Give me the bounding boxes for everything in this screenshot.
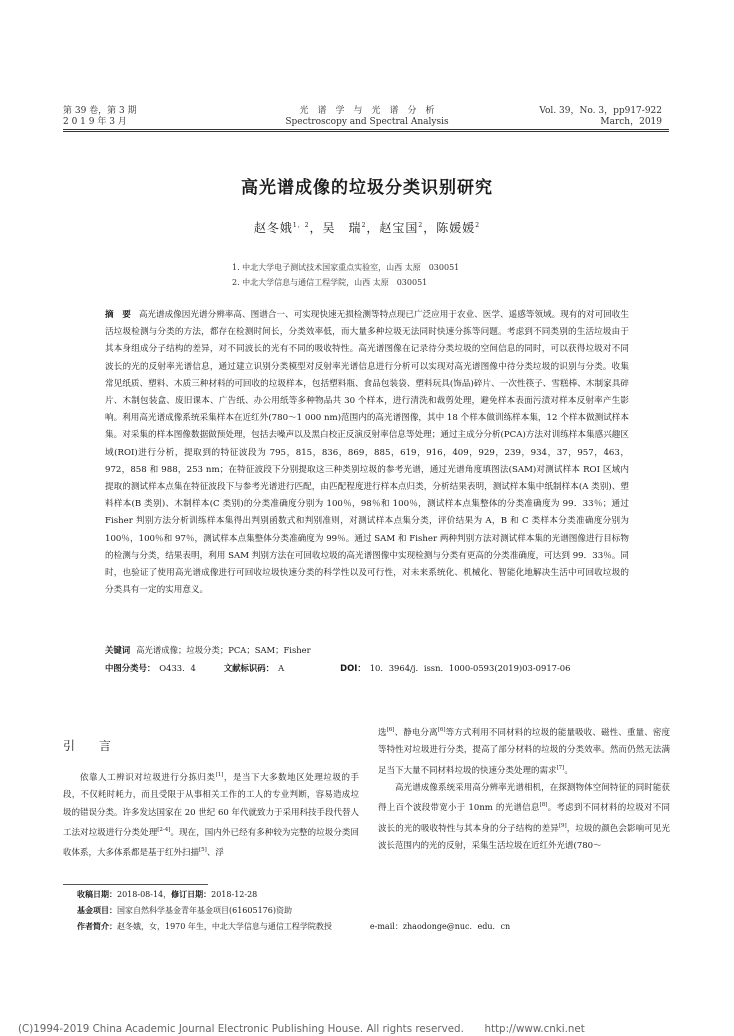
header-rule-top (63, 129, 669, 130)
author-name: 赵冬娥 (253, 221, 293, 235)
author-affiliation-mark: 2 (418, 222, 424, 229)
paper-title: 高光谱成像的垃圾分类识别研究 (241, 178, 493, 198)
keywords (105, 642, 629, 659)
citation: [2-4] (157, 827, 171, 834)
doc-code-value: A (278, 663, 285, 673)
footnote-fund (77, 903, 292, 919)
classification-line (105, 660, 629, 677)
doi-value: 10．3964/j．issn．1000-0593(2019)03-0917-06 (369, 663, 571, 673)
header-rule-bottom (63, 131, 669, 132)
header-journal-cn: 光 谱 学 与 光 谱 分 析 (299, 106, 435, 116)
author-name: 陈媛媛 (436, 221, 476, 235)
header-month: March，2019 (600, 117, 662, 127)
text-run: 。现在，国内外已经有多种较为完整的垃圾分类回收体系，大多体系都是基于红外扫描 (63, 827, 359, 859)
author-list: 赵冬娥$^{1,2}$，吴 瑞$^2$，赵宝国$^2$，陈媛媛$^2$ (253, 221, 481, 235)
affiliation-1: 1. 中北大学电子测试技术国家重点实验室，山西 太原 030051 (232, 263, 460, 272)
header-vol-pages: Vol. 39，No. 3，pp917-922 (539, 106, 662, 116)
clc-label: 中图分类号： (105, 663, 156, 673)
keywords-label: 关键词 (105, 645, 131, 655)
author-name: 吴 瑞 (322, 221, 362, 235)
received-label: 收稿日期： (77, 890, 117, 899)
author-email: e-mail：zhaodonge@nuc．edu．cn (369, 922, 511, 931)
revised-label: 修订日期： (171, 890, 212, 899)
intro-paragraph-1 (63, 767, 359, 863)
intro-paragraph-2 (378, 780, 670, 855)
citation: [1] (215, 772, 224, 778)
citation: [7] (556, 764, 565, 771)
author-affiliation-mark: 2 (475, 222, 481, 229)
doi-label: DOI： (340, 663, 366, 673)
text-run: ，垃圾的颜色会影响可见光波长范围内的光的反射，采集生活垃圾在近红外光谱(780～ (378, 823, 670, 851)
text-run: ，是当下大多数地区处理垃圾的手段，不仅耗时耗力，而且受限于从事相关工作的工人的专业判断，容易造成垃圾的错误分类。许多发达国家在 20 世纪 60 年代就致力于采用科技手段代替人工法对垃圾进行分类处理 (63, 772, 359, 838)
text-run: 高光谱成像系统采用高分辨率光谱相机，在探测物体空间特征的同时能获得上百个波段带宽小于 10nm 的光谱信息 (378, 782, 670, 814)
right-column (378, 722, 670, 855)
author-bio-label: 作者简介： (77, 922, 117, 931)
citation: [6] (386, 727, 395, 733)
footnote-rule (63, 884, 208, 885)
author-affiliation-mark: 2 (361, 222, 367, 229)
header-pages-block (539, 106, 662, 128)
text-run: 。 (564, 765, 573, 776)
left-column (63, 767, 359, 863)
abstract (105, 307, 629, 599)
clc-value: O433．4 (159, 663, 196, 673)
citation: [9] (558, 822, 567, 829)
keywords-text: 高光谱成像；垃圾分类；PCA；SAM；Fisher (136, 645, 311, 655)
intro-paragraph-1-continued (378, 722, 670, 780)
affiliation-2: 2. 中北大学信息与通信工程学院，山西 太原 030051 (232, 278, 428, 287)
text-run: 、浮 (206, 848, 224, 859)
footnote-dates (77, 887, 257, 903)
citation: [8] (539, 802, 548, 809)
header-date: 2 0 1 9 年 3 月 (63, 117, 127, 127)
text-run: 依靠人工辨识对垃圾进行分拣归类 (80, 772, 216, 783)
header-journal-en: Spectroscopy and Spectral Analysis (285, 117, 449, 127)
section-heading-introduction: 引 言 (63, 739, 118, 753)
text-run: 等方式利用不同材料的垃圾的能量吸收、磁性、重量、密度等特性对垃圾进行分类，提高了部分材料的垃圾的分类效率。然而仍然无法满足当下大量不同材料垃圾的快速分类处理的需求 (378, 727, 670, 776)
author-name: 赵宝国 (379, 221, 419, 235)
header-volume: 第 39 卷，第 3 期 (63, 106, 137, 116)
author-affiliation-mark: 1，2 (292, 222, 310, 229)
citation: [6] (437, 727, 446, 733)
footnote-author (77, 919, 510, 935)
fund-text: 国家自然科学基金青年基金项目(61605176)资助 (117, 906, 292, 915)
doc-code-label: 文献标识码： (223, 663, 275, 673)
abstract-label: 摘 要 (105, 310, 131, 320)
text-run: 。考虑到不同材料的垃圾对不同波长的光的吸收特性与其本身的分子结构的差异 (378, 803, 670, 834)
citation: [5] (199, 847, 207, 854)
abstract-text: 高光谱成像因光谱分辨率高、图谱合一、可实现快速无损检测等特点现已广泛应用于农业、医学、遥感等领域。现有的对可回收生活垃圾检测与分类的方法，都存在检测时间长，分类效率低，而大量多种垃圾无法同时快速分拣等问题。考虑到不同类别的生活垃圾由于其本身组成分子结构的差异，对不同波长的光有不同的吸收特性。高光谱图像在记录待分类垃圾的空间信息的同时，可以获得垃圾对不同波长的光的反射率光谱信息，通过建立识别分类模型对反射率光谱信息进行分析可以实现对高光谱图像中待分类垃圾的识别与分类。收集常见纸质、塑料、木质三种材料的可回收的垃圾样本，包括塑料瓶、食品包装袋、塑料玩具(饰品)碎片、一次性筷子、雪糕棒、木制家具碎片、木制包装盒、废旧课本、广告纸、办公用纸等多种物品共 30 个样本，进行清洗和裁剪处理，避免样本表面污渍对样本反射率产生影响。利用高光谱成像系统采集样本在近红外(780～1 000 nm)范围内的高光谱图像，其中 18 个样本做训练样本集，12 个样本做测试样本集。对采集的样本图像数据做预处理，包括去噪声以及黑白校正反演反射率信息等处理；通过主成分分析(PCA)方法对训练样本集感兴趣区域(ROI)进行分析，提取到的特征波段为 795，815，836，869，885，619，916，409，929，239，934，37，957，463，972，858 和 988，253 nm；在特征波段下分别提取这三种类别垃圾的参考光谱，通过光谱角度填图法(SAM)对测试样本 ROI 区域内提取的测试样本点集在特征波段下与参考光谱进行匹配，由匹配程度进行样本点归类，分析结果表明，测试样本集中纸制样本(A 类别)、塑料样本(B 类别)、木制样本(C 类别)的分类准确度分别为 100％，98％和 100％，测试样本点集整体的分类准确度为 99．33％；通过 Fisher 判别方法分析训练样本集得出判别函数式和判别准则，对测试样本点集分类，评价结果为 A，B 和 C 类样本分类准确度分别为 100％，100％和 97％，测试样本点集整体分类准确度为 99％。通过 SAM 和 Fisher 两种判别方法对测试样本集的光谱图像进行目标物的检测与分类，结果表明，利用 SAM 判别方法在可回收垃圾的高光谱图像中实现检测与分类有更高的分类准确度，可达到 99．33％。同时，也验证了使用高光谱成像进行可回收垃圾快速分类的科学性以及可行性，对未来系统化、机械化、智能化地解决生活中可回收垃圾的分类具有一定的实用意义。 (105, 310, 629, 596)
copyright-notice: (C)1994-2019 China Academic Journal Electronic Publishing House. All rights reserved. http://www.cnki.net (18, 1023, 585, 1035)
received-date: 2018-08-14， (117, 890, 172, 899)
fund-label: 基金项目： (77, 906, 117, 915)
author-bio-text: 赵冬娥，女，1970 年生，中北大学信息与通信工程学院教授 (117, 922, 332, 931)
text-run: 选 (378, 727, 387, 738)
text-run: 、静电分离 (394, 727, 438, 738)
revised-date: 2018-12-28 (211, 890, 258, 899)
